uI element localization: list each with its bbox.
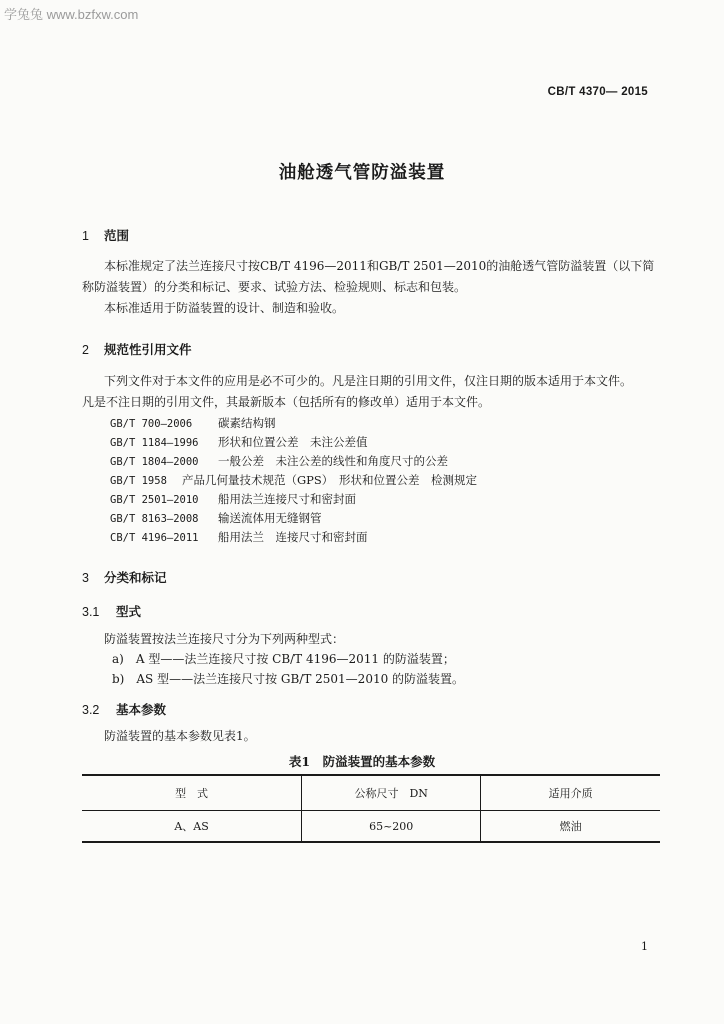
scope-paragraph-line-2: 称防溢装置）的分类和标记、要求、试验方法、检验规则、标志和包装。 <box>82 280 467 294</box>
reference-title: 形状和位置公差 未注公差值 <box>218 435 368 449</box>
table-row <box>82 811 660 843</box>
section-number: 2 <box>82 343 89 357</box>
table-header-cell: 公称尺寸 DN <box>302 775 481 811</box>
types-intro: 防溢装置按法兰连接尺寸分为下列两种型式： <box>104 632 345 646</box>
reference-code: CB/T 4196—2011 <box>110 532 199 544</box>
page-number: 1 <box>641 940 648 953</box>
section-3-heading <box>82 568 167 586</box>
reference-item <box>110 510 322 526</box>
section-2-heading <box>82 340 192 358</box>
section-title: 分类和标记 <box>104 571 167 585</box>
reference-code: GB/T 2501—2010 <box>110 494 199 506</box>
section-title: 规范性引用文件 <box>104 343 192 357</box>
table-caption: 表1 防溢装置的基本参数 <box>288 754 436 769</box>
params-intro: 防溢装置的基本参数见表1。 <box>104 729 256 743</box>
subsection-number: 3.1 <box>82 605 100 619</box>
reference-code: GB/T 700—2006 <box>110 418 193 430</box>
reference-item <box>110 415 276 431</box>
reference-title: 产品几何量技术规范（GPS） 形状和位置公差 检测规定 <box>182 473 478 487</box>
reference-item <box>110 472 477 488</box>
section-1-heading <box>82 226 129 244</box>
reference-code: GB/T 8163—2008 <box>110 513 199 525</box>
subsection-title: 基本参数 <box>116 703 167 717</box>
subsection-3-1-heading <box>82 602 141 620</box>
reference-title: 船用法兰 连接尺寸和密封面 <box>218 530 368 544</box>
normative-intro-line-1: 下列文件对于本文件的应用是必不可少的。凡是注日期的引用文件，仅注日期的版本适用于本文件。 <box>104 374 633 388</box>
reference-code: GB/T 1184—1996 <box>110 437 199 449</box>
table-header-cell: 适用介质 <box>481 775 660 811</box>
reference-item <box>110 491 356 507</box>
scope-paragraph-line-1: 本标准规定了法兰连接尺寸按CB/T 4196—2011和GB/T 2501—2010的油舱透气管防溢装置（以下简 <box>104 259 655 273</box>
parameters-table <box>82 774 660 843</box>
section-number: 1 <box>82 229 89 243</box>
table-header-row <box>82 775 660 811</box>
reference-item <box>110 434 368 450</box>
type-item-a: a) A 型——法兰连接尺寸按 CB/T 4196—2011 的防溢装置； <box>112 652 455 666</box>
subsection-3-2-heading <box>82 700 166 718</box>
scope-paragraph-2: 本标准适用于防溢装置的设计、制造和验收。 <box>104 301 345 315</box>
reference-code: GB/T 1804—2000 <box>110 456 199 468</box>
section-title: 范围 <box>104 229 130 243</box>
watermark: 学兔兔 www.bzfxw.com <box>4 7 139 22</box>
subsection-title: 型式 <box>116 605 142 619</box>
reference-title: 一般公差 未注公差的线性和角度尺寸的公差 <box>218 454 448 468</box>
reference-title: 碳素结构钢 <box>218 416 276 430</box>
reference-title: 输送流体用无缝钢管 <box>218 511 322 525</box>
table-header-cell: 型 式 <box>82 775 302 811</box>
table-cell: 燃油 <box>481 811 660 843</box>
table-cell: 65~200 <box>302 811 481 843</box>
document-title: 油舱透气管防溢装置 <box>278 163 446 183</box>
reference-item <box>110 453 448 469</box>
table-cell: A、AS <box>82 811 302 843</box>
type-item-b: b) AS 型——法兰连接尺寸按 GB/T 2501—2010 的防溢装置。 <box>112 672 465 686</box>
reference-code: GB/T 1958 <box>110 475 167 487</box>
reference-item <box>110 529 368 545</box>
reference-title: 船用法兰连接尺寸和密封面 <box>218 492 356 506</box>
standard-code: CB/T 4370— 2015 <box>547 86 648 98</box>
normative-intro-line-2: 凡是不注日期的引用文件，其最新版本（包括所有的修改单）适用于本文件。 <box>82 395 491 409</box>
section-number: 3 <box>82 571 89 585</box>
subsection-number: 3.2 <box>82 703 100 717</box>
